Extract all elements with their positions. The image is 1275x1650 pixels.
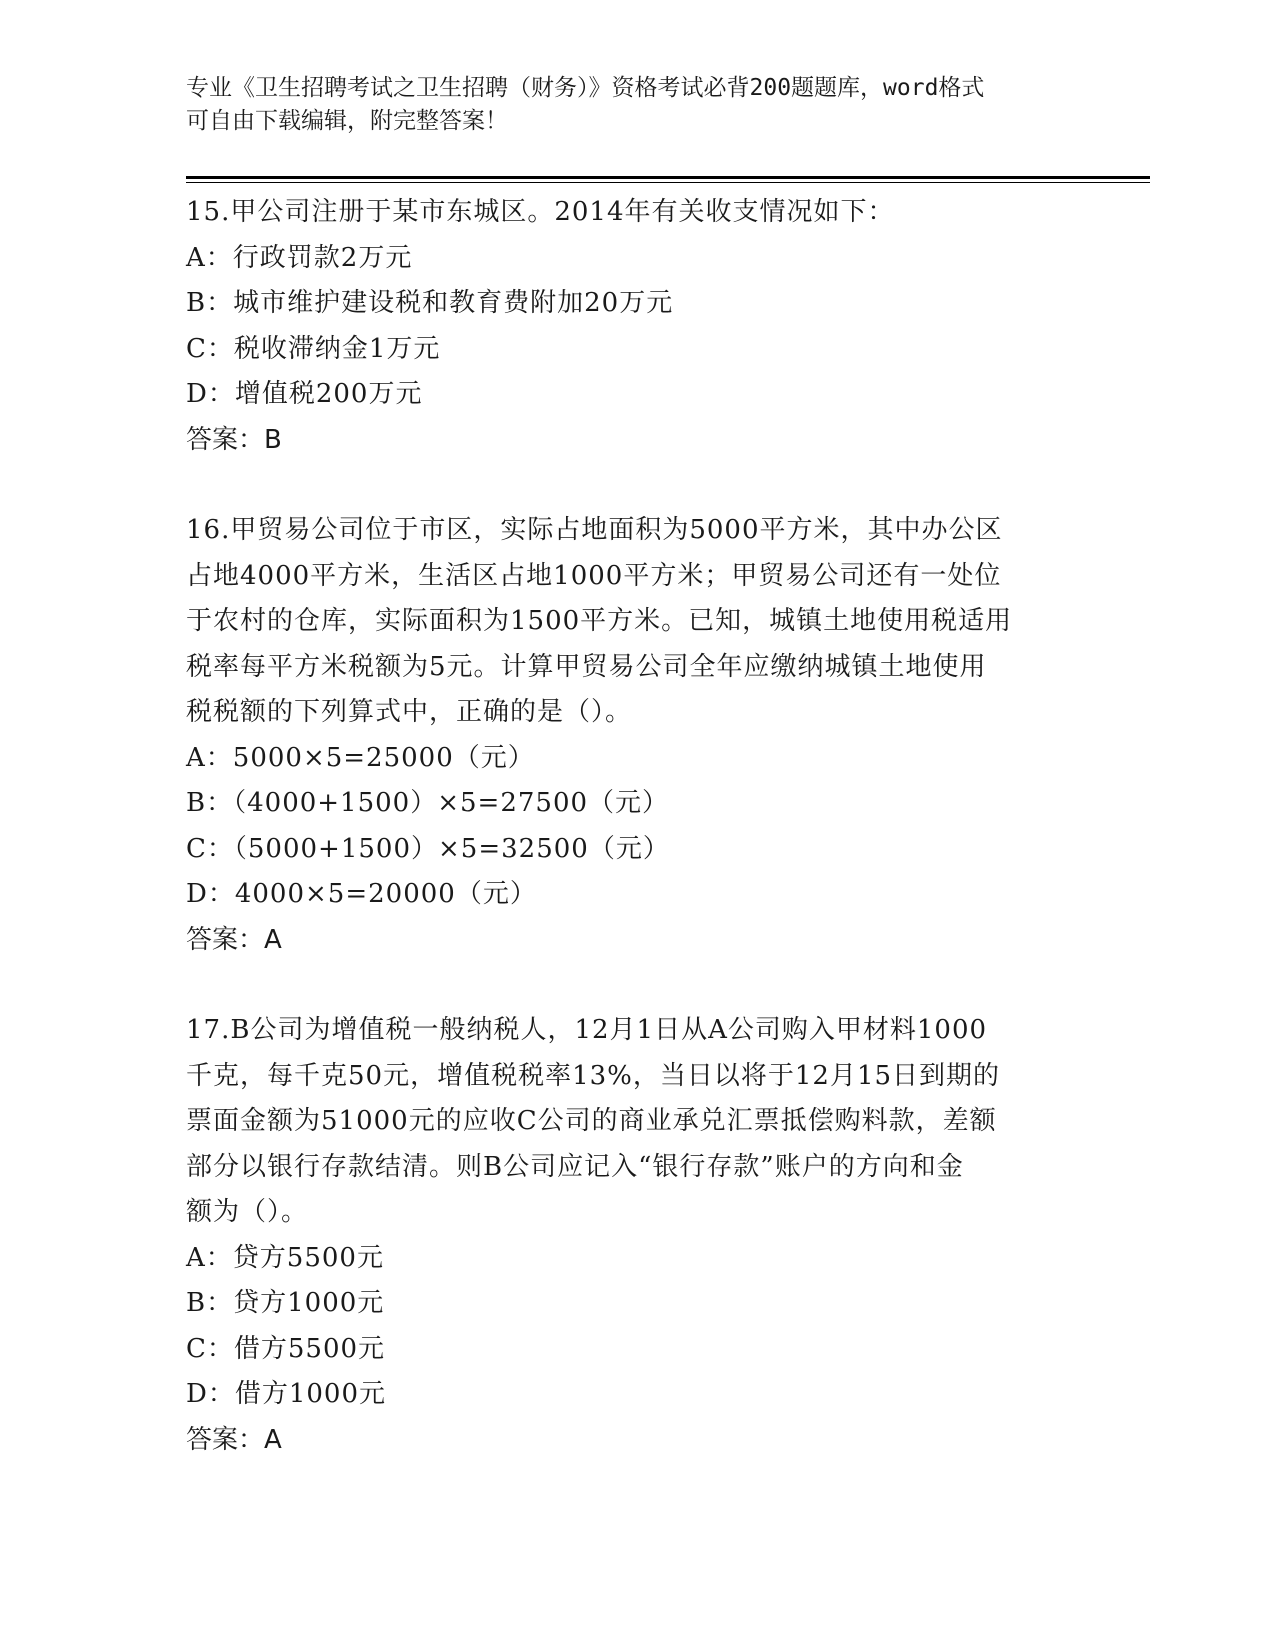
option-a: A：行政罚款2万元: [186, 242, 413, 273]
question-list: [186, 190, 1086, 1463]
question-text: 17.B公司为增值税一般纳税人，12月1日从A公司购入甲材料1000: [186, 1015, 988, 1045]
option-d: D：增值税200万元: [186, 379, 423, 409]
question-text: 税率每平方米税额为5元。计算甲贸易公司全年应缴纳城镇土地使用: [186, 651, 987, 682]
option-c: C：税收滞纳金1万元: [186, 333, 441, 364]
question-15: [186, 190, 1086, 463]
question-text: 占地4000平方米，生活区占地1000平方米；甲贸易公司还有一处位: [186, 560, 1002, 591]
answer-label: 答案：A: [186, 1424, 282, 1455]
question-text: 税税额的下列算式中，正确的是（）。: [186, 697, 633, 727]
option-b: B：城市维护建设税和教育费附加20万元: [186, 288, 674, 318]
document-header: [186, 72, 1086, 138]
option-c: C：（5000+1500）×5=32500（元）: [186, 833, 670, 864]
option-d: D：借方1000元: [186, 1379, 387, 1409]
option-b: B：贷方1000元: [186, 1288, 385, 1318]
header-line-2: 可自由下载编辑，附完整答案！: [186, 108, 508, 134]
question-text: 部分以银行存款结清。则B公司应记入“银行存款”账户的方向和金: [186, 1151, 964, 1182]
question-text: 千克，每千克50元，增值税税率13%，当日以将于12月15日到期的: [186, 1060, 1001, 1091]
header-line-1: 专业《卫生招聘考试之卫生招聘（财务）》资格考试必背200题题库，word格式: [186, 75, 985, 101]
question-16: [186, 508, 1086, 963]
option-c: C：借方5500元: [186, 1333, 386, 1364]
header-divider-thin: [186, 182, 1150, 183]
option-a: A：5000×5=25000（元）: [186, 742, 535, 773]
option-b: B：（4000+1500）×5=27500（元）: [186, 788, 670, 818]
question-text: 额为（）。: [186, 1197, 309, 1227]
header-divider-thick: [186, 176, 1150, 179]
question-spacer: [186, 463, 1086, 508]
question-17: [186, 1008, 1086, 1463]
question-text: 15.甲公司注册于某市东城区。2014年有关收支情况如下：: [186, 197, 895, 227]
question-text: 16.甲贸易公司位于市区，实际占地面积为5000平方米，其中办公区: [186, 515, 1003, 545]
question-spacer: [186, 963, 1086, 1008]
answer-label: 答案：B: [186, 424, 282, 455]
option-d: D：4000×5=20000（元）: [186, 879, 537, 909]
question-text: 于农村的仓库，实际面积为1500平方米。已知，城镇土地使用税适用: [186, 606, 1013, 636]
option-a: A：贷方5500元: [186, 1242, 384, 1273]
question-text: 票面金额为51000元的应收C公司的商业承兑汇票抵偿购料款，差额: [186, 1106, 997, 1136]
answer-label: 答案：A: [186, 924, 282, 955]
